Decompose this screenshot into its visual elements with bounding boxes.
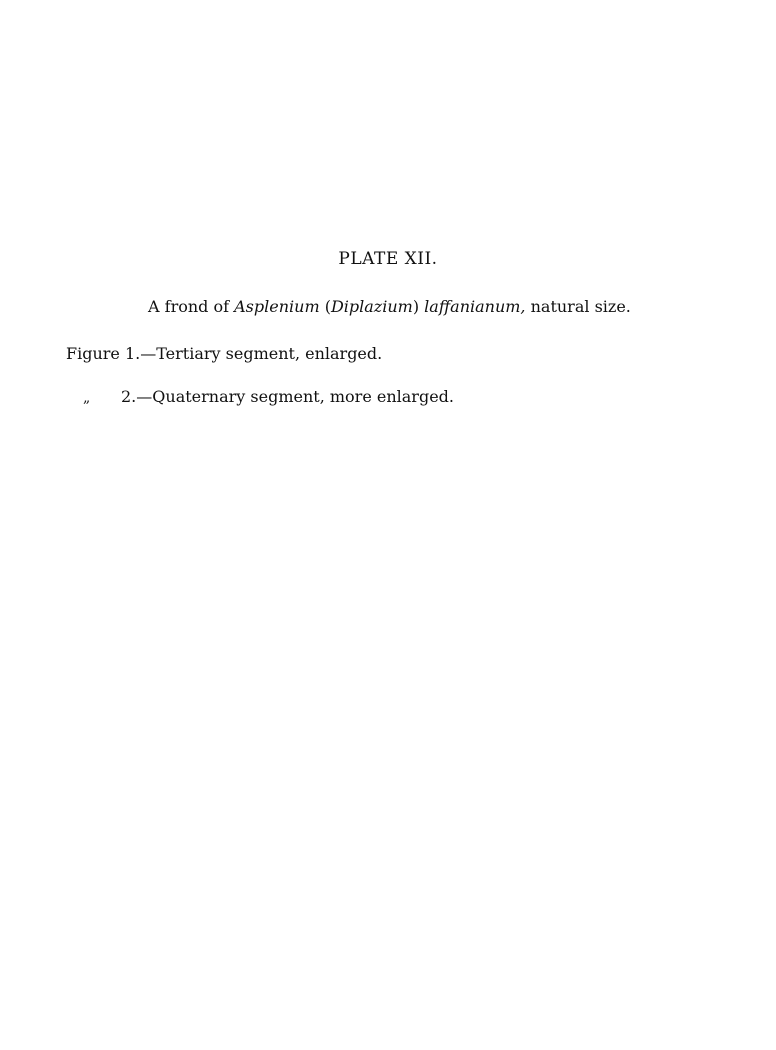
figure-2-text: 2.—Quaternary segment, more enlarged. (121, 387, 454, 406)
caption-open-paren: ( (319, 297, 331, 316)
plate-caption (148, 297, 631, 316)
caption-genus: Asplenium (234, 297, 320, 316)
figure-1-line (66, 344, 382, 363)
figure-2-line (83, 387, 454, 406)
figure-1-text: 1.—Tertiary segment, enlarged. (124, 344, 383, 363)
caption-species: laffanianum, (424, 297, 526, 316)
figure-2-ditto-mark: „ (83, 390, 91, 406)
plate-title (0, 249, 776, 269)
figure-1-marker: Figure (66, 344, 125, 363)
caption-subgenus: Diplazium (330, 297, 413, 316)
plate-title-text: PLATE XII. (338, 249, 438, 269)
caption-suffix: natural size. (525, 297, 631, 316)
caption-prefix: A frond of (148, 297, 235, 316)
caption-close-paren: ) (412, 297, 425, 316)
